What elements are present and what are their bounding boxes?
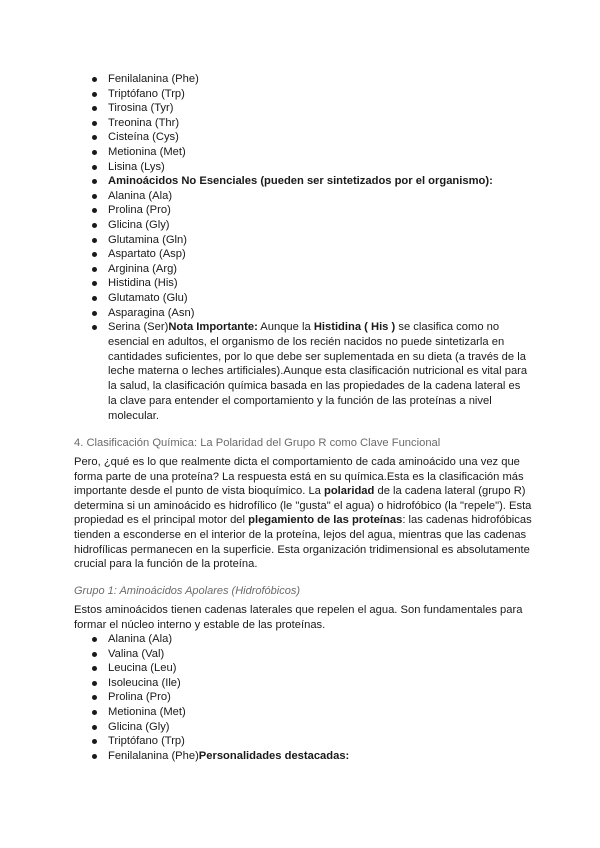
polaridad-bold: polaridad: [324, 485, 375, 498]
note-text-2: se clasifica como no esencial en adultos, el organismo de los recién nacidos no puede sintetizarla en cantidades suficientes, por lo que debe ser suplementada en su dieta (a través de la leche materna o leches artificiales).Aunque esta clasificación nutricional es vital para la salud, la clasificación química basada en las propiedades de la cadena lateral es la clave para entender el comportamiento y la función de las proteínas a nivel molecular.: [108, 321, 528, 422]
serina-lead: Serina (Ser): [108, 321, 169, 334]
list-item: Histidina (His): [90, 276, 530, 291]
list-item: Glutamato (Glu): [90, 291, 530, 306]
apolar-amino-list: [90, 632, 530, 763]
essential-amino-list: [90, 72, 530, 424]
list-item: Valina (Val): [90, 647, 530, 662]
list-item: Metionina (Met): [90, 705, 530, 720]
group-1-heading: Grupo 1: Aminoácidos Apolares (Hidrofóbicos): [74, 585, 301, 597]
list-item: Triptófano (Trp): [90, 87, 530, 102]
list-item: Aspartato (Asp): [90, 247, 530, 262]
list-item-heading: [90, 174, 530, 189]
section-4-heading: 4. Clasificación Química: La Polaridad del Grupo R como Clave Funcional: [74, 437, 441, 449]
fenilalanina-lead: Fenilalanina (Phe): [108, 749, 199, 762]
personalidades-bold: Personalidades destacadas:: [198, 749, 350, 762]
section-4-text-2: de la cadena lateral (grupo R) determina si un aminoácido es hidrofílico (le "gusta" el agua) o hidrofóbico (la "repele"). Esta propiedad es el principal motor del: [74, 485, 532, 527]
list-item: Glicina (Gly): [90, 218, 530, 233]
list-item: Prolina (Pro): [90, 203, 530, 218]
section-4-text-1: Pero, ¿qué es lo que realmente dicta el comportamiento de cada aminoácido una vez que forma parte de una proteína? La respuesta está en su química.Esta es la clasificación más importante desde el punto de vista bioquímico. La: [74, 456, 524, 498]
list-item: Alanina (Ala): [90, 189, 530, 204]
section-4-text-3: : las cadenas hidrofóbicas tienden a esconderse en el interior de la proteína, lejos del agua, mientras que las cadenas hidrofílicas permanecen en la superficie. Esta organización tridimensional es absolutamente crucial para la función de la proteína.: [74, 514, 532, 571]
list-item: Prolina (Pro): [90, 690, 530, 705]
note-text-1: Aunque la: [257, 321, 314, 334]
list-item: Fenilalanina (Phe): [90, 72, 530, 87]
list-item: Arginina (Arg): [90, 262, 530, 277]
list-item: Metionina (Met): [90, 145, 530, 160]
list-item: Glicina (Gly): [90, 720, 530, 735]
list-item: Alanina (Ala): [90, 632, 530, 647]
list-item: Leucina (Leu): [90, 661, 530, 676]
note-label: Nota Importante:: [168, 321, 258, 334]
list-item: Cisteína (Cys): [90, 130, 530, 145]
list-item: Glutamina (Gln): [90, 233, 530, 248]
list-item-last: [90, 749, 530, 764]
group-1-paragraph: Estos aminoácidos tienen cadenas laterales que repelen el agua. Son fundamentales para formar el núcleo interno y estable de las proteínas.: [74, 604, 523, 631]
list-item: Treonina (Thr): [90, 116, 530, 131]
list-item: Tirosina (Tyr): [90, 101, 530, 116]
section-4-paragraph: [74, 455, 534, 572]
list-item: Lisina (Lys): [90, 160, 530, 175]
list-item: Asparagina (Asn): [90, 306, 530, 321]
list-item: Triptófano (Trp): [90, 734, 530, 749]
histidina-bold: Histidina ( His ): [313, 321, 396, 334]
plegamiento-bold: plegamiento de las proteínas: [248, 514, 403, 527]
nonessential-heading: Aminoácidos No Esenciales (pueden ser sintetizados por el organismo):: [108, 175, 493, 188]
list-item: Isoleucina (Ile): [90, 676, 530, 691]
list-item-serina-note: [90, 320, 530, 424]
